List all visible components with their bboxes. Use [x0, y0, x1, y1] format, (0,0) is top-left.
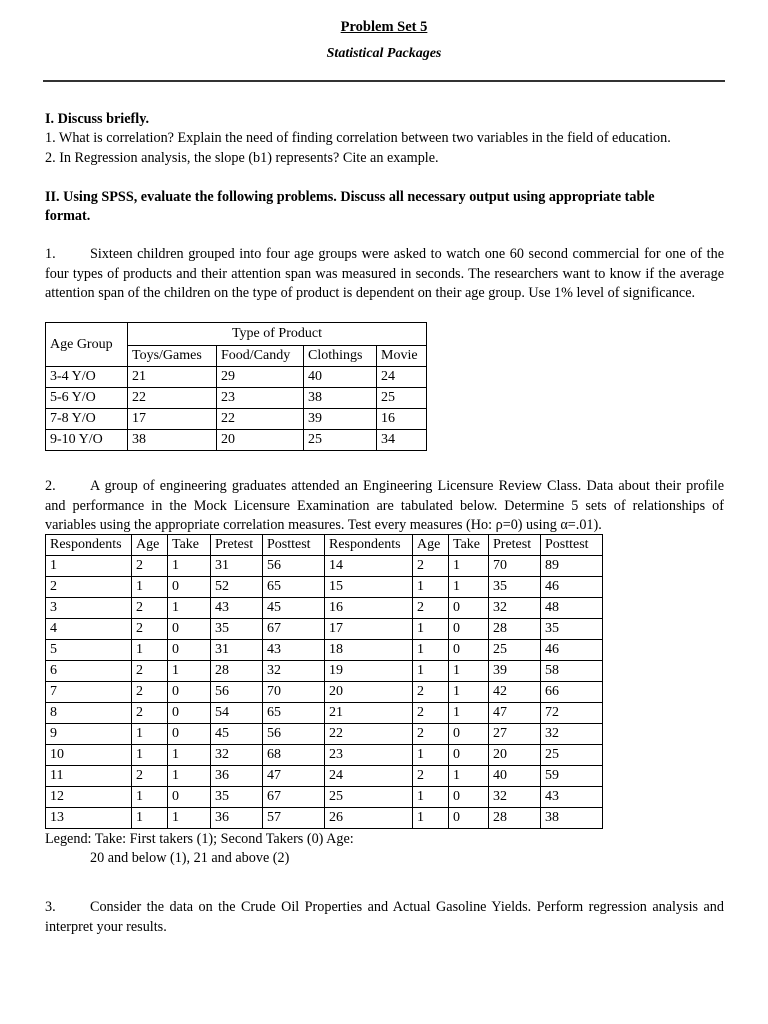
- table-cell: 35: [489, 577, 541, 598]
- table-cell: 34: [377, 430, 427, 451]
- table-cell: 54: [211, 703, 263, 724]
- table-cell: 1: [132, 640, 168, 661]
- row-label: 3-4 Y/O: [46, 367, 128, 388]
- problem-3-paragraph: [45, 898, 724, 937]
- table-cell: 11: [46, 766, 132, 787]
- table-cell: 22: [128, 388, 217, 409]
- section-1-heading: I. Discuss briefly.: [45, 111, 150, 127]
- table-column-header: Respondents: [325, 535, 413, 556]
- table-cell: 20: [217, 430, 304, 451]
- table-row: [46, 619, 603, 640]
- section-1-item-2: 2. In Regression analysis, the slope (b1) represents? Cite an example.: [45, 150, 439, 166]
- table-cell: 36: [211, 808, 263, 829]
- table-cell: 70: [263, 682, 325, 703]
- problem-1-paragraph: [45, 245, 724, 304]
- table-cell: 47: [263, 766, 325, 787]
- table-cell: 35: [211, 787, 263, 808]
- table-cell: 22: [217, 409, 304, 430]
- table-cell: 32: [489, 787, 541, 808]
- table-cell: 1: [449, 703, 489, 724]
- table-row: [46, 577, 603, 598]
- table-row: [46, 556, 603, 577]
- table-cell: 45: [211, 724, 263, 745]
- table-cell: 2: [132, 598, 168, 619]
- table-cell: 5: [46, 640, 132, 661]
- table-cell: 2: [132, 556, 168, 577]
- table-cell: 1: [168, 661, 211, 682]
- table-cell: 3: [46, 598, 132, 619]
- table-cell: 8: [46, 703, 132, 724]
- legend-line-1: Legend: Take: First takers (1); Second Takers (0) Age:: [45, 831, 354, 847]
- table-cell: 1: [413, 661, 449, 682]
- table-cell: 0: [449, 745, 489, 766]
- table-cell: 1: [413, 577, 449, 598]
- table-cell: 0: [449, 598, 489, 619]
- table-cell: 89: [541, 556, 603, 577]
- row-label: 7-8 Y/O: [46, 409, 128, 430]
- table-cell: 0: [168, 619, 211, 640]
- table-cell: 4: [46, 619, 132, 640]
- table-cell: 6: [46, 661, 132, 682]
- table-cell: 28: [489, 808, 541, 829]
- table-row: [46, 661, 603, 682]
- table-cell: 1: [132, 787, 168, 808]
- table-cell: 42: [489, 682, 541, 703]
- table-cell: 20: [489, 745, 541, 766]
- problem-2-paragraph: [45, 477, 724, 536]
- table-cell: 0: [168, 703, 211, 724]
- table-cell: 1: [132, 724, 168, 745]
- table-row: [46, 409, 427, 430]
- table-cell: 2: [132, 682, 168, 703]
- table-cell: 1: [132, 745, 168, 766]
- table-column-header: Take: [168, 535, 211, 556]
- table-column-header: Age: [413, 535, 449, 556]
- table-cell: 0: [168, 640, 211, 661]
- table-cell: 56: [211, 682, 263, 703]
- table-cell: 39: [304, 409, 377, 430]
- table-cell: 67: [263, 787, 325, 808]
- section-1-item-1: 1. What is correlation? Explain the need of finding correlation between two variables in the field of education.: [45, 130, 671, 146]
- table-cell: 1: [413, 640, 449, 661]
- table-cell: 16: [377, 409, 427, 430]
- table-row: [46, 745, 603, 766]
- table-cell: 0: [449, 619, 489, 640]
- section-2-heading-line-1: II. Using SPSS, evaluate the following problems. Discuss all necessary output using appropriate table: [45, 189, 655, 205]
- table-cell: 25: [304, 430, 377, 451]
- table-cell: 10: [46, 745, 132, 766]
- table-cell: 2: [413, 556, 449, 577]
- table-cell: 0: [168, 682, 211, 703]
- table-cell: 35: [541, 619, 603, 640]
- table-cell: 31: [211, 640, 263, 661]
- table-column-header: Respondents: [46, 535, 132, 556]
- table-cell: 47: [489, 703, 541, 724]
- table-cell: 40: [489, 766, 541, 787]
- table-cell: 43: [211, 598, 263, 619]
- table-row: [46, 367, 427, 388]
- table-row: [46, 640, 603, 661]
- table-cell: 46: [541, 577, 603, 598]
- table-column-header: Take: [449, 535, 489, 556]
- table-cell: 21: [325, 703, 413, 724]
- table-cell: 12: [46, 787, 132, 808]
- table-cell: 20: [325, 682, 413, 703]
- table-column-header: Pretest: [489, 535, 541, 556]
- table-cell: 28: [489, 619, 541, 640]
- table-column-header: Clothings: [304, 346, 377, 367]
- table-cell: 25: [325, 787, 413, 808]
- product-attention-table: [45, 322, 427, 451]
- table-cell: 29: [217, 367, 304, 388]
- table-cell: 27: [489, 724, 541, 745]
- table-row: [46, 787, 603, 808]
- table-cell: 38: [304, 388, 377, 409]
- table-cell: 68: [263, 745, 325, 766]
- table-row: [46, 724, 603, 745]
- table-cell: 23: [217, 388, 304, 409]
- table-cell: 1: [449, 682, 489, 703]
- table-cell: 23: [325, 745, 413, 766]
- problem-2-text: A group of engineering graduates attended an Engineering Licensure Review Class. Data about their profile and performance in the Mock Licensure Examination are tabulated below. Determine 5 sets of relationships of variables using the appropriate correlation measures. Test every measures (Ho: ρ=0) using α=.01).: [45, 478, 724, 533]
- table-cell: 26: [325, 808, 413, 829]
- table-cell: 39: [489, 661, 541, 682]
- table-cell: 21: [128, 367, 217, 388]
- table-cell: 43: [263, 640, 325, 661]
- table-row: [46, 766, 603, 787]
- table-cell: 72: [541, 703, 603, 724]
- table-column-header: Posttest: [541, 535, 603, 556]
- table-row: [46, 682, 603, 703]
- table-cell: 52: [211, 577, 263, 598]
- table-cell: 0: [449, 724, 489, 745]
- table-cell: 24: [325, 766, 413, 787]
- table-cell: 17: [325, 619, 413, 640]
- table-cell: 1: [449, 577, 489, 598]
- table-column-header: Posttest: [263, 535, 325, 556]
- table-cell: 57: [263, 808, 325, 829]
- table-cell: 19: [325, 661, 413, 682]
- table-cell: 24: [377, 367, 427, 388]
- table-cell: 56: [263, 724, 325, 745]
- table-cell: 16: [325, 598, 413, 619]
- table-header-type-of-product: Type of Product: [128, 323, 427, 346]
- table-cell: 31: [211, 556, 263, 577]
- table-cell: 15: [325, 577, 413, 598]
- table-cell: 48: [541, 598, 603, 619]
- table-cell: 32: [263, 661, 325, 682]
- table-cell: 32: [541, 724, 603, 745]
- page-title: Problem Set 5: [340, 19, 428, 35]
- table-column-header: Movie: [377, 346, 427, 367]
- table-cell: 32: [489, 598, 541, 619]
- table-cell: 1: [449, 766, 489, 787]
- table-cell: 7: [46, 682, 132, 703]
- table-cell: 46: [541, 640, 603, 661]
- table-cell: 45: [263, 598, 325, 619]
- table-row: [46, 808, 603, 829]
- table-cell: 2: [413, 703, 449, 724]
- table-cell: 9: [46, 724, 132, 745]
- table-cell: 0: [449, 808, 489, 829]
- table-cell: 2: [413, 724, 449, 745]
- table-cell: 70: [489, 556, 541, 577]
- table-cell: 14: [325, 556, 413, 577]
- table-cell: 1: [168, 808, 211, 829]
- table-column-header: Toys/Games: [128, 346, 217, 367]
- table-column-header: Pretest: [211, 535, 263, 556]
- table-cell: 2: [413, 682, 449, 703]
- table-cell: 38: [128, 430, 217, 451]
- table-cell: 1: [132, 808, 168, 829]
- table-cell: 0: [168, 724, 211, 745]
- table-row: [46, 430, 427, 451]
- table-cell: 1: [413, 808, 449, 829]
- table-cell: 2: [132, 766, 168, 787]
- table-cell: 32: [211, 745, 263, 766]
- table-cell: 65: [263, 703, 325, 724]
- table-cell: 25: [489, 640, 541, 661]
- page-subtitle: Statistical Packages: [326, 46, 442, 61]
- table-cell: 2: [413, 766, 449, 787]
- table-cell: 1: [413, 619, 449, 640]
- table-cell: 1: [449, 661, 489, 682]
- problem-1-text: Sixteen children grouped into four age groups were asked to watch one 60 second commercial for one of the four types of products and their attention span was measured in seconds. The researchers want to know if the average attention span of the children on the type of product is dependent on their age group. Use 1% level of significance.: [45, 246, 724, 301]
- table-column-header: Age: [132, 535, 168, 556]
- table-cell: 28: [211, 661, 263, 682]
- table-cell: 1: [413, 745, 449, 766]
- table-cell: 38: [541, 808, 603, 829]
- problem-3-text: Consider the data on the Crude Oil Properties and Actual Gasoline Yields. Perform regression analysis and interpret your results.: [45, 899, 724, 935]
- header-divider: [43, 80, 725, 82]
- table-cell: 2: [132, 661, 168, 682]
- legend-line-2: 20 and below (1), 21 and above (2): [90, 850, 290, 866]
- table-row: [46, 598, 603, 619]
- table-cell: 1: [132, 577, 168, 598]
- row-label: 5-6 Y/O: [46, 388, 128, 409]
- table-cell: 1: [449, 556, 489, 577]
- table-cell: 2: [46, 577, 132, 598]
- table-cell: 36: [211, 766, 263, 787]
- table-cell: 0: [168, 577, 211, 598]
- table-cell: 1: [168, 598, 211, 619]
- problem-3-number: 3.: [45, 899, 56, 915]
- table-cell: 35: [211, 619, 263, 640]
- table-cell: 0: [449, 640, 489, 661]
- section-2-heading-line-2: format.: [45, 208, 91, 224]
- table-cell: 65: [263, 577, 325, 598]
- table-cell: 1: [46, 556, 132, 577]
- table-cell: 25: [541, 745, 603, 766]
- problem-1-number: 1.: [45, 246, 56, 262]
- table-cell: 0: [449, 787, 489, 808]
- table-cell: 1: [168, 745, 211, 766]
- table-cell: 22: [325, 724, 413, 745]
- table-column-header: Food/Candy: [217, 346, 304, 367]
- table-cell: 43: [541, 787, 603, 808]
- problem-2-number: 2.: [45, 478, 56, 494]
- row-label: 9-10 Y/O: [46, 430, 128, 451]
- table-header-age-group: Age Group: [46, 323, 128, 367]
- table-cell: 18: [325, 640, 413, 661]
- table-cell: 40: [304, 367, 377, 388]
- table-cell: 59: [541, 766, 603, 787]
- table-cell: 25: [377, 388, 427, 409]
- table-cell: 2: [132, 703, 168, 724]
- table-cell: 0: [168, 787, 211, 808]
- licensure-exam-table: [45, 534, 603, 829]
- table-cell: 17: [128, 409, 217, 430]
- table-cell: 56: [263, 556, 325, 577]
- table-cell: 67: [263, 619, 325, 640]
- table-row: [46, 703, 603, 724]
- table-cell: 13: [46, 808, 132, 829]
- table-cell: 58: [541, 661, 603, 682]
- table-cell: 2: [413, 598, 449, 619]
- table-cell: 2: [132, 619, 168, 640]
- table-row: [46, 388, 427, 409]
- table-cell: 1: [168, 556, 211, 577]
- table-cell: 1: [168, 766, 211, 787]
- table-cell: 66: [541, 682, 603, 703]
- table-cell: 1: [413, 787, 449, 808]
